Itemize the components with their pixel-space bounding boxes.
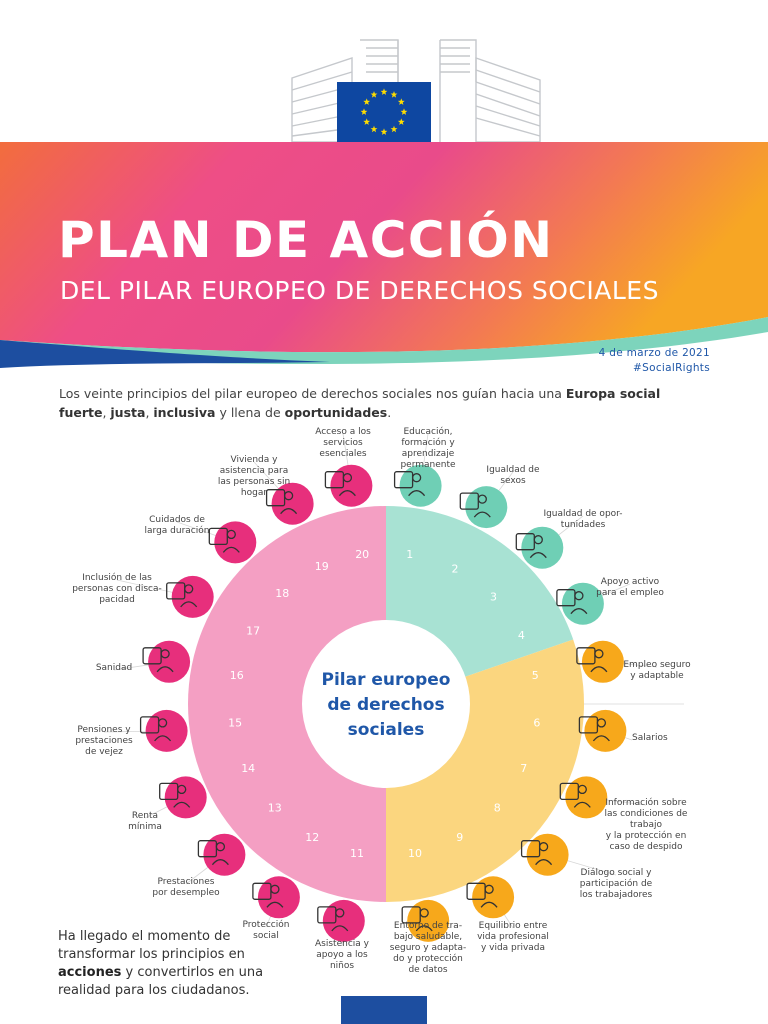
intro-text: ,	[102, 405, 111, 420]
intro-paragraph	[59, 384, 699, 422]
principle-label	[632, 733, 668, 743]
closing-emphasis: acciones	[58, 965, 122, 980]
hand-coins-icon	[165, 776, 207, 818]
page-title: PLAN DE ACCIÓN	[58, 211, 554, 269]
principle-label	[580, 868, 653, 900]
publication-info	[599, 346, 710, 376]
housing-bed-icon	[272, 483, 314, 525]
principle-label-line: Igualdad de	[486, 465, 540, 475]
principle-label	[543, 509, 622, 530]
principle-number: 8	[493, 801, 501, 815]
intro-text: y llena de	[215, 405, 285, 420]
work-life-balance-icon	[472, 876, 514, 918]
principle-label-line: y vida privada	[480, 943, 546, 953]
principle-label	[596, 577, 664, 598]
principle-label-line: caso de despido	[609, 842, 683, 852]
principle-number: 4	[517, 629, 525, 642]
principle-label-line: pacidad	[99, 595, 135, 605]
principle-label-line: Equilibrio entre	[478, 921, 548, 931]
principle-number: 12	[305, 830, 320, 844]
principle-label-line: por desempleo	[152, 888, 220, 898]
principle-label-line: aprendizaje	[401, 449, 455, 459]
principle-label	[623, 660, 691, 681]
principle-label-line: para el empleo	[596, 588, 664, 598]
principle-label	[315, 939, 370, 971]
principle-label-line: prestaciones	[75, 736, 133, 746]
principle-label-line: asistencia para	[219, 466, 289, 476]
principle-number: 20	[355, 547, 370, 561]
principle-label-line: Pensiones y	[77, 725, 131, 735]
principle-label-line: tunidades	[560, 520, 606, 530]
principle-label-line: social	[253, 931, 279, 941]
principle-label	[75, 725, 133, 757]
intro-text: .	[387, 405, 392, 420]
principle-label-line: bajo saludable,	[393, 932, 463, 942]
principle-label-line: vida profesional	[477, 932, 549, 942]
medical-kit-icon	[148, 641, 190, 683]
principle-number: 2	[451, 562, 459, 576]
intro-emphasis: Europa social fuerte	[59, 386, 661, 420]
principle-label-line: personas con disca-	[72, 584, 162, 594]
principle-number: 5	[531, 669, 539, 682]
principle-label-line: niños	[329, 961, 355, 971]
intro-emphasis: inclusiva	[153, 405, 216, 420]
stairs-climber-icon	[521, 527, 563, 569]
principle-label	[400, 426, 456, 470]
principle-label-line: Acceso a los	[315, 427, 371, 437]
principle-number: 15	[228, 716, 243, 730]
hashtag: #SocialRights	[633, 362, 710, 374]
information-shield-icon	[565, 776, 607, 818]
principle-label-line: Vivienda y	[230, 455, 278, 465]
principle-label-line: larga duración	[144, 526, 210, 536]
principle-number: 16	[229, 669, 244, 682]
principle-label-line: servicios	[323, 438, 363, 448]
closing-text: y convertirlos en una realidad para los ciudadanos.	[58, 965, 264, 998]
principle-number: 6	[533, 716, 541, 730]
intro-emphasis: justa	[110, 405, 146, 420]
principle-label-line: trabajo	[630, 820, 662, 830]
principle-label-line: seguro y adapta-	[389, 943, 467, 953]
principle-label-line: hogar	[240, 488, 268, 498]
principle-label-line: permanente	[400, 460, 456, 470]
principle-label-line: de datos	[408, 965, 448, 975]
principle-label-line: Sanidad	[95, 663, 133, 673]
principle-label	[390, 921, 466, 975]
principle-label	[477, 921, 549, 953]
principle-label-line: Inclusión de las	[82, 573, 152, 583]
principle-number: 1	[406, 547, 414, 561]
child-care-icon	[323, 900, 365, 942]
principle-label-line: Diálogo social y	[580, 868, 652, 878]
principle-label-line: y la protección en	[605, 831, 687, 841]
principle-number: 13	[267, 801, 282, 815]
rising-coins-icon	[584, 710, 626, 752]
page-subtitle: DEL PILAR EUROPEO DE DERECHOS SOCIALES	[60, 276, 659, 305]
intro-text: ,	[145, 405, 154, 420]
principle-label-line: las personas sin	[217, 477, 291, 487]
intro-emphasis: oportunidades	[284, 405, 388, 420]
principle-number: 18	[275, 586, 290, 600]
principle-label-line: sexos	[500, 476, 526, 486]
center-title-line-3: sociales	[347, 720, 425, 740]
principle-label-line: Igualdad de opor-	[543, 509, 623, 519]
principle-number: 11	[350, 847, 364, 861]
principle-label-line: esenciales	[319, 449, 367, 459]
principle-label-line: Cuidados de	[149, 515, 205, 525]
principle-label-line: las condiciones de	[604, 809, 688, 819]
principle-label	[315, 427, 371, 459]
principle-label-line: y adaptable	[630, 671, 684, 681]
principle-label	[605, 797, 688, 852]
principle-label	[152, 877, 220, 898]
principle-label-line: los trabajadores	[579, 890, 653, 900]
walker-elderly-icon	[214, 521, 256, 563]
closing-paragraph	[58, 928, 278, 1000]
principle-label	[96, 663, 132, 673]
principle-label-line: Asistencia y	[315, 939, 369, 949]
publication-date: 4 de marzo de 2021	[598, 347, 710, 359]
center-title-line-2: de derechos	[327, 695, 445, 715]
closing-text: Ha llegado el momento de transformar los principios en	[58, 929, 245, 962]
principle-number: 9	[456, 830, 464, 844]
principle-label-line: apoyo a los	[316, 950, 368, 960]
workers-icon	[582, 641, 624, 683]
principle-label-line: Empleo seguro	[623, 660, 691, 670]
principle-label-line: de vejez	[85, 747, 123, 757]
principle-label-line: Entorno de tra-	[393, 921, 463, 931]
principle-label-line: Prestaciones	[157, 877, 215, 887]
principle-label-line: do y protección	[393, 954, 463, 964]
principle-number: 14	[241, 762, 256, 776]
principle-label-line: Educación,	[403, 427, 453, 437]
hand-check-icon	[330, 465, 372, 507]
principle-number: 10	[408, 847, 422, 861]
family-protection-icon	[258, 876, 300, 918]
handshake-icon	[527, 834, 569, 876]
center-title-line-1: Pilar europeo	[321, 670, 451, 690]
eu-flag-icon	[337, 82, 431, 142]
principle-label-line: Protección	[242, 920, 290, 930]
umbrella-people-icon	[203, 834, 245, 876]
intro-text: Los veinte principios del pilar europeo de derechos sociales nos guían hacia una	[59, 386, 566, 401]
principle-label-line: formación y	[401, 438, 455, 448]
principle-number: 7	[520, 762, 528, 776]
principle-label-line: Apoyo activo	[600, 577, 660, 587]
principle-label-line: Información sobre	[605, 798, 687, 808]
graduation-cap-icon	[400, 465, 442, 507]
principle-label-line: participación de	[579, 879, 653, 889]
principle-label-line: mínima	[128, 822, 162, 832]
principle-label-line: Salarios	[632, 733, 668, 743]
disability-desk-icon	[172, 576, 214, 618]
principle-number: 17	[246, 624, 261, 638]
principle-label	[72, 572, 162, 605]
principle-number: 3	[490, 590, 497, 604]
principle-label	[128, 811, 162, 832]
pension-document-icon	[146, 710, 188, 752]
principle-label	[486, 465, 540, 486]
gender-equality-icon	[465, 486, 507, 528]
principle-label	[145, 515, 210, 536]
bottom-accent-bar	[341, 996, 427, 1024]
principle-label-line: Renta	[131, 811, 159, 821]
principle-number: 19	[314, 560, 329, 574]
